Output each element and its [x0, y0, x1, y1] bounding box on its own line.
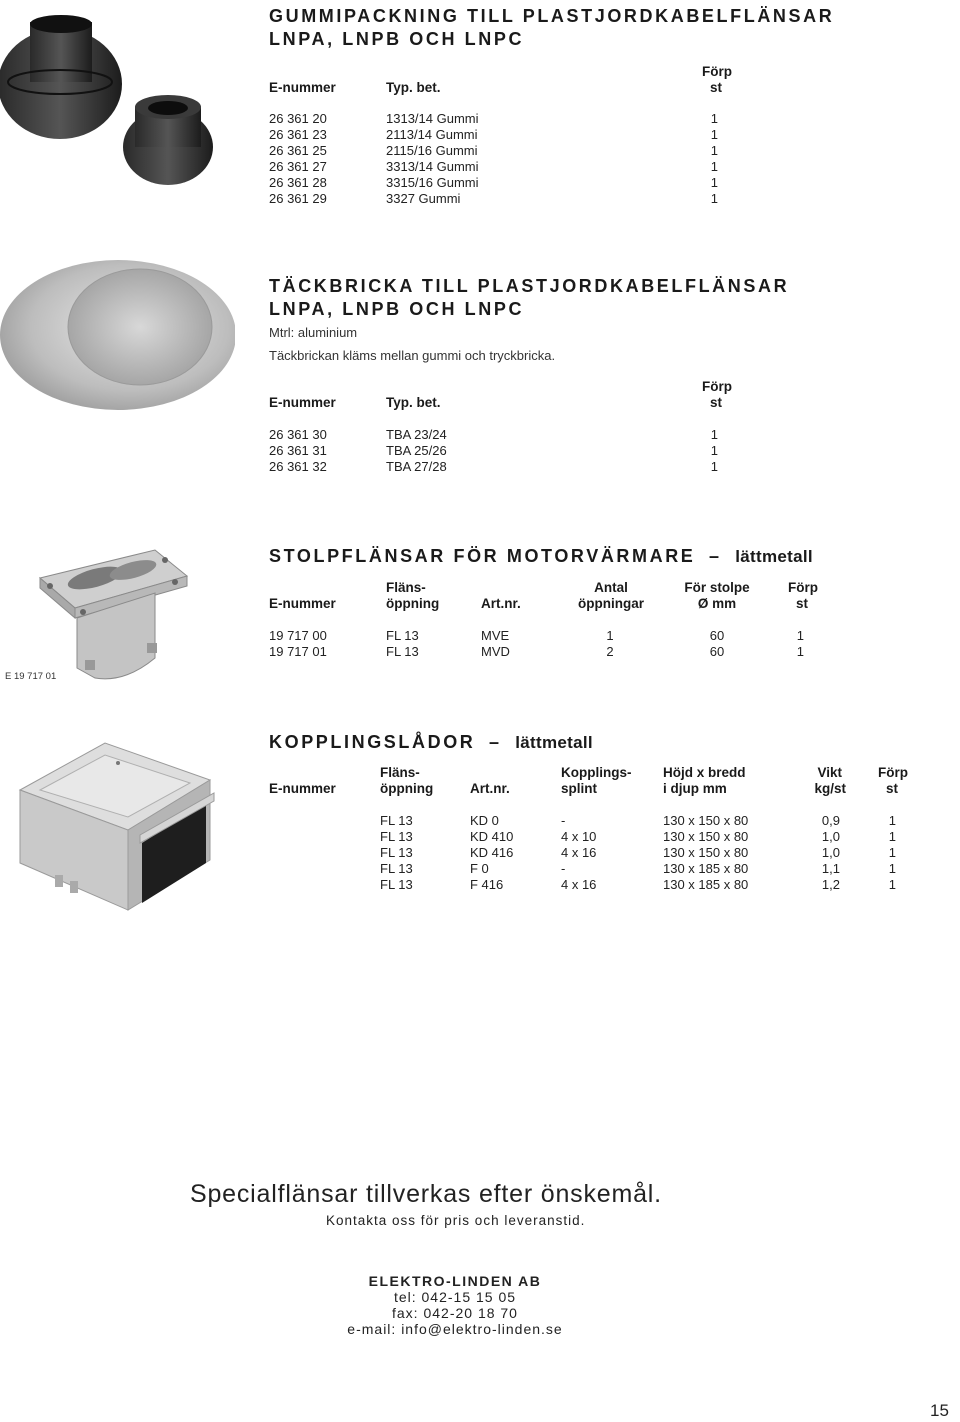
col-header: Fläns- — [380, 765, 420, 780]
table-cell: 26 361 20 — [269, 111, 327, 126]
table-cell: 26 361 28 — [269, 175, 327, 190]
table-cell: MVD — [481, 644, 510, 659]
table-cell: 1 — [710, 127, 718, 142]
table-cell: 26 361 29 — [269, 191, 327, 206]
table-cell: 1 — [888, 845, 896, 860]
table-cell: 3315/16 Gummi — [386, 175, 479, 190]
section-title: LNPA, LNPB OCH LNPC — [269, 29, 525, 49]
special-notice: Specialflänsar tillverkas efter önskemål. — [190, 1180, 662, 1208]
table-cell: 26 361 23 — [269, 127, 327, 142]
section-title: STOLPFLÄNSAR FÖR MOTORVÄRMARE — [269, 546, 696, 566]
table-cell: TBA 25/26 — [386, 443, 447, 458]
table-cell: 130 x 185 x 80 — [663, 861, 749, 876]
col-header: öppningar — [578, 596, 644, 611]
col-header: E-nummer — [269, 781, 336, 796]
table-cell: 1 — [606, 628, 614, 643]
col-header: Förp — [702, 64, 732, 79]
table-cell: FL 13 — [380, 829, 413, 844]
table-cell: FL 13 — [386, 644, 419, 659]
table-cell: 19 717 01 — [269, 644, 327, 659]
table-cell: 1 — [710, 459, 718, 474]
col-header: st — [709, 395, 722, 410]
table-cell: 19 717 00 — [269, 628, 327, 643]
section-title: TÄCKBRICKA TILL PLASTJORDKABELFLÄNSAR — [269, 276, 790, 296]
table-cell: 4 x 16 — [561, 877, 597, 892]
table-cell: FL 13 — [380, 861, 413, 876]
table-cell: 1 — [796, 628, 804, 643]
section-title: GUMMIPACKNING TILL PLASTJORDKABELFLÄNSAR — [269, 6, 835, 26]
table-cell: TBA 27/28 — [386, 459, 447, 474]
col-header: E-nummer — [269, 80, 336, 95]
table-cell: 2 — [606, 644, 614, 659]
table-cell: 1 — [796, 644, 804, 659]
col-header: st — [885, 781, 898, 796]
col-header: Ø mm — [697, 596, 737, 611]
table-cell: 0,9 — [821, 813, 840, 828]
title-dash: – — [709, 546, 722, 566]
table-cell: 1 — [710, 427, 718, 442]
contact-notice: Kontakta oss för pris och leveranstid. — [326, 1213, 586, 1228]
table-cell: - — [561, 813, 566, 828]
col-header: Fläns- — [386, 580, 426, 595]
table-cell: 130 x 185 x 80 — [663, 877, 749, 892]
table-cell: 1 — [888, 861, 896, 876]
table-cell: 2115/16 Gummi — [386, 143, 478, 158]
description-text: Täckbrickan kläms mellan gummi och tryckbricka. — [269, 348, 556, 363]
table-cell: 4 x 10 — [561, 829, 597, 844]
table-cell: KD 410 — [470, 829, 514, 844]
table-cell: 3327 Gummi — [386, 191, 461, 206]
table-cell: FL 13 — [386, 628, 419, 643]
table-cell: KD 0 — [470, 813, 499, 828]
title-dash: – — [489, 732, 502, 752]
col-header: Förp — [878, 765, 908, 780]
table-cell: MVE — [481, 628, 510, 643]
table-cell: 3313/14 Gummi — [386, 159, 479, 174]
table-cell: 1 — [710, 443, 718, 458]
table-cell: - — [561, 861, 566, 876]
email-address: e-mail: info@elektro-linden.se — [347, 1321, 563, 1337]
section-title: LNPA, LNPB OCH LNPC — [269, 299, 525, 319]
col-header: st — [709, 80, 722, 95]
fax-number: fax: 042-20 18 70 — [392, 1305, 518, 1321]
image-caption: E 19 717 01 — [5, 671, 57, 682]
col-header: i djup mm — [663, 781, 727, 796]
rubber-gasket-image — [0, 12, 220, 192]
table-cell: 1 — [888, 877, 896, 892]
col-header: öppning — [386, 596, 440, 611]
table-cell: FL 13 — [380, 877, 413, 892]
junction-box-image — [10, 735, 220, 915]
table-cell: FL 13 — [380, 845, 413, 860]
table-cell: 1,1 — [821, 861, 840, 876]
table-cell: 130 x 150 x 80 — [663, 813, 749, 828]
material-text: Mtrl: aluminium — [269, 325, 358, 340]
table-cell: TBA 23/24 — [386, 427, 447, 442]
table-cell: 60 — [709, 628, 725, 643]
col-header: splint — [561, 781, 597, 796]
cover-washer-image — [0, 255, 235, 415]
col-header: Typ. bet. — [386, 395, 441, 410]
table-cell: F 416 — [470, 877, 504, 892]
col-header: E-nummer — [269, 596, 336, 611]
table-cell: 1 — [710, 191, 718, 206]
table-cell: 4 x 16 — [561, 845, 597, 860]
section-subtitle: lättmetall — [735, 547, 813, 566]
table-cell: 130 x 150 x 80 — [663, 845, 749, 860]
table-cell: 1 — [710, 143, 718, 158]
section-title: KOPPLINGSLÅDOR — [269, 732, 476, 752]
col-header: öppning — [380, 781, 434, 796]
col-header: Art.nr. — [481, 596, 521, 611]
table-cell: 1 — [888, 829, 896, 844]
phone-number: tel: 042-15 15 05 — [393, 1289, 517, 1305]
col-header: kg/st — [814, 781, 846, 796]
col-header: Antal — [594, 580, 628, 595]
table-cell: 26 361 32 — [269, 459, 327, 474]
table-cell: 2113/14 Gummi — [386, 127, 478, 142]
table-cell: KD 416 — [470, 845, 514, 860]
col-header: st — [795, 596, 808, 611]
col-header: E-nummer — [269, 395, 336, 410]
pole-flange-image — [15, 548, 190, 688]
col-header: För stolpe — [684, 580, 750, 595]
col-header: Vikt — [817, 765, 842, 780]
table-cell: 1 — [888, 813, 896, 828]
col-header: Förp — [702, 379, 732, 394]
table-cell: F 0 — [470, 861, 489, 876]
table-cell: 130 x 150 x 80 — [663, 829, 749, 844]
table-cell: 1 — [710, 111, 718, 126]
col-header: Höjd x bredd — [663, 765, 746, 780]
col-header: Förp — [788, 580, 818, 595]
table-cell: 60 — [709, 644, 725, 659]
table-cell: 26 361 30 — [269, 427, 327, 442]
table-cell: 1,0 — [821, 829, 840, 844]
table-cell: 1 — [710, 175, 718, 190]
col-header: Kopplings- — [561, 765, 632, 780]
company-name: ELEKTRO-LINDEN AB — [368, 1273, 542, 1289]
table-cell: 1,0 — [821, 845, 840, 860]
page-number: 15 — [930, 1401, 949, 1420]
col-header: Typ. bet. — [386, 80, 441, 95]
table-cell: 26 361 31 — [269, 443, 327, 458]
section-subtitle: lättmetall — [515, 733, 593, 752]
table-cell: FL 13 — [380, 813, 413, 828]
table-cell: 26 361 27 — [269, 159, 327, 174]
table-cell: 1313/14 Gummi — [386, 111, 479, 126]
table-cell: 1 — [710, 159, 718, 174]
col-header: Art.nr. — [470, 781, 510, 796]
table-cell: 1,2 — [821, 877, 840, 892]
table-cell: 26 361 25 — [269, 143, 327, 158]
